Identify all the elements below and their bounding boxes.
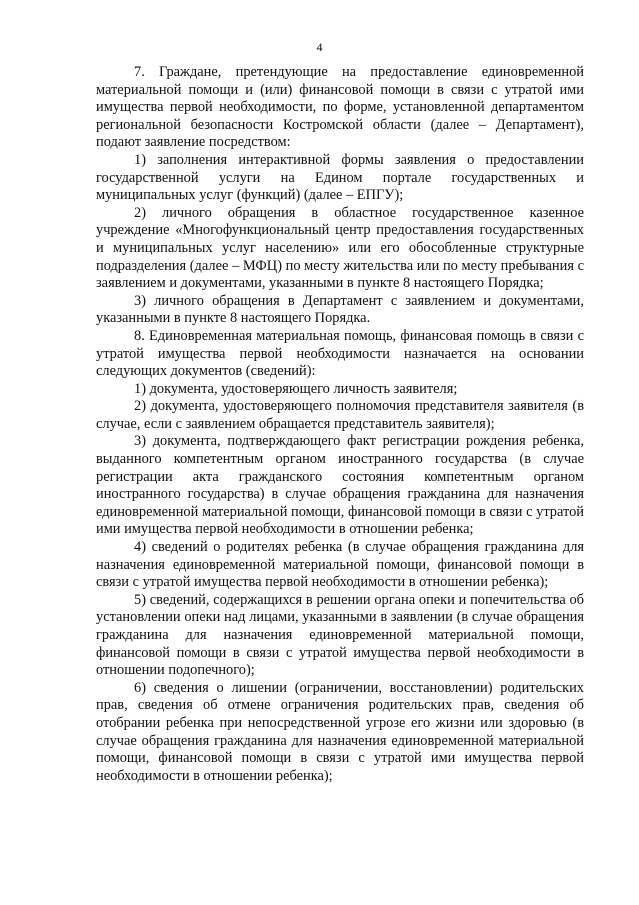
paragraph-7-item-2: 2) личного обращения в областное государственное казенное учреждение «Многофункциональный центр предоставления государственных и муниципальных услуг населению» или его обособленные структурные подразделения (далее – МФЦ) по месту жительства или по месту пребывания с заявлением и документами, указанными в пункте 8 настоящего Порядка; (96, 204, 584, 292)
document-body (96, 64, 584, 785)
paragraph-8-item-4: 4) сведений о родителях ребенка (в случае обращения гражданина для назначения единовременной материальной помощи, финансовой помощи в связи с утратой имущества первой необходимости в отношении ребенка); (96, 539, 584, 591)
paragraph-8-item-1: 1) документа, удостоверяющего личность заявителя; (134, 380, 458, 397)
paragraph-8-item-6: 6) сведения о лишении (ограничении, восстановлении) родительских прав, сведения об отмене ограничения родительских прав, сведения об отобрании ребенка при непосредственной угрозе его жизни или здоровью (в случае обращения гражданина для назначения единовременной материальной помощи, финансовой помощи в связи с утратой ими имущества первой необходимости в отношении ребенка); (96, 679, 584, 784)
paragraph-7-item-3: 3) личного обращения в Департамент с заявлением и документами, указанными в пункте 8 настоящего Порядка. (96, 292, 584, 327)
paragraph-7: 7. Граждане, претендующие на предоставление единовременной материальной помощи и (или) финансовой помощи в связи с утратой ими имущества первой необходимости, по форме, установленной департаментом региональной безопасности Костромской области (далее – Департамент), подают заявление посредством: (96, 64, 584, 151)
paragraph-7-item-1: 1) заполнения интерактивной формы заявления о предоставлении государственной услуги на Едином портале государственных и муниципальных услуг (функций) (далее – ЕПГУ); (96, 151, 584, 204)
paragraph-8-item-3: 3) документа, подтверждающего факт регистрации рождения ребенка, выданного компетентным органом иностранного государства (в случае регистрации акта гражданского состояния компетентным органом иностранного государства) в случае обращения гражданина для назначения единовременной материальной помощи, финансовой помощи в связи с утратой ими имущества первой необходимости в отношении ребенка; (96, 433, 584, 538)
paragraph-8: 8. Единовременная материальная помощь, финансовая помощь в связи с утратой имущества первой необходимости назначается на основании следующих документов (сведений): (96, 327, 584, 380)
page-number: 4 (316, 40, 323, 54)
paragraph-8-item-2: 2) документа, удостоверяющего полномочия представителя заявителя (в случае, если с заявлением обращается представитель заявителя); (96, 398, 584, 432)
paragraph-8-item-5: 5) сведений, содержащихся в решении органа опеки и попечительства об установлении опеки над лицами, указанными в заявлении (в случае обращения гражданина для назначения единовременной материальной помощи, финансовой помощи в связи с утратой имущества первой необходимости в отношении подопечного); (96, 591, 584, 679)
